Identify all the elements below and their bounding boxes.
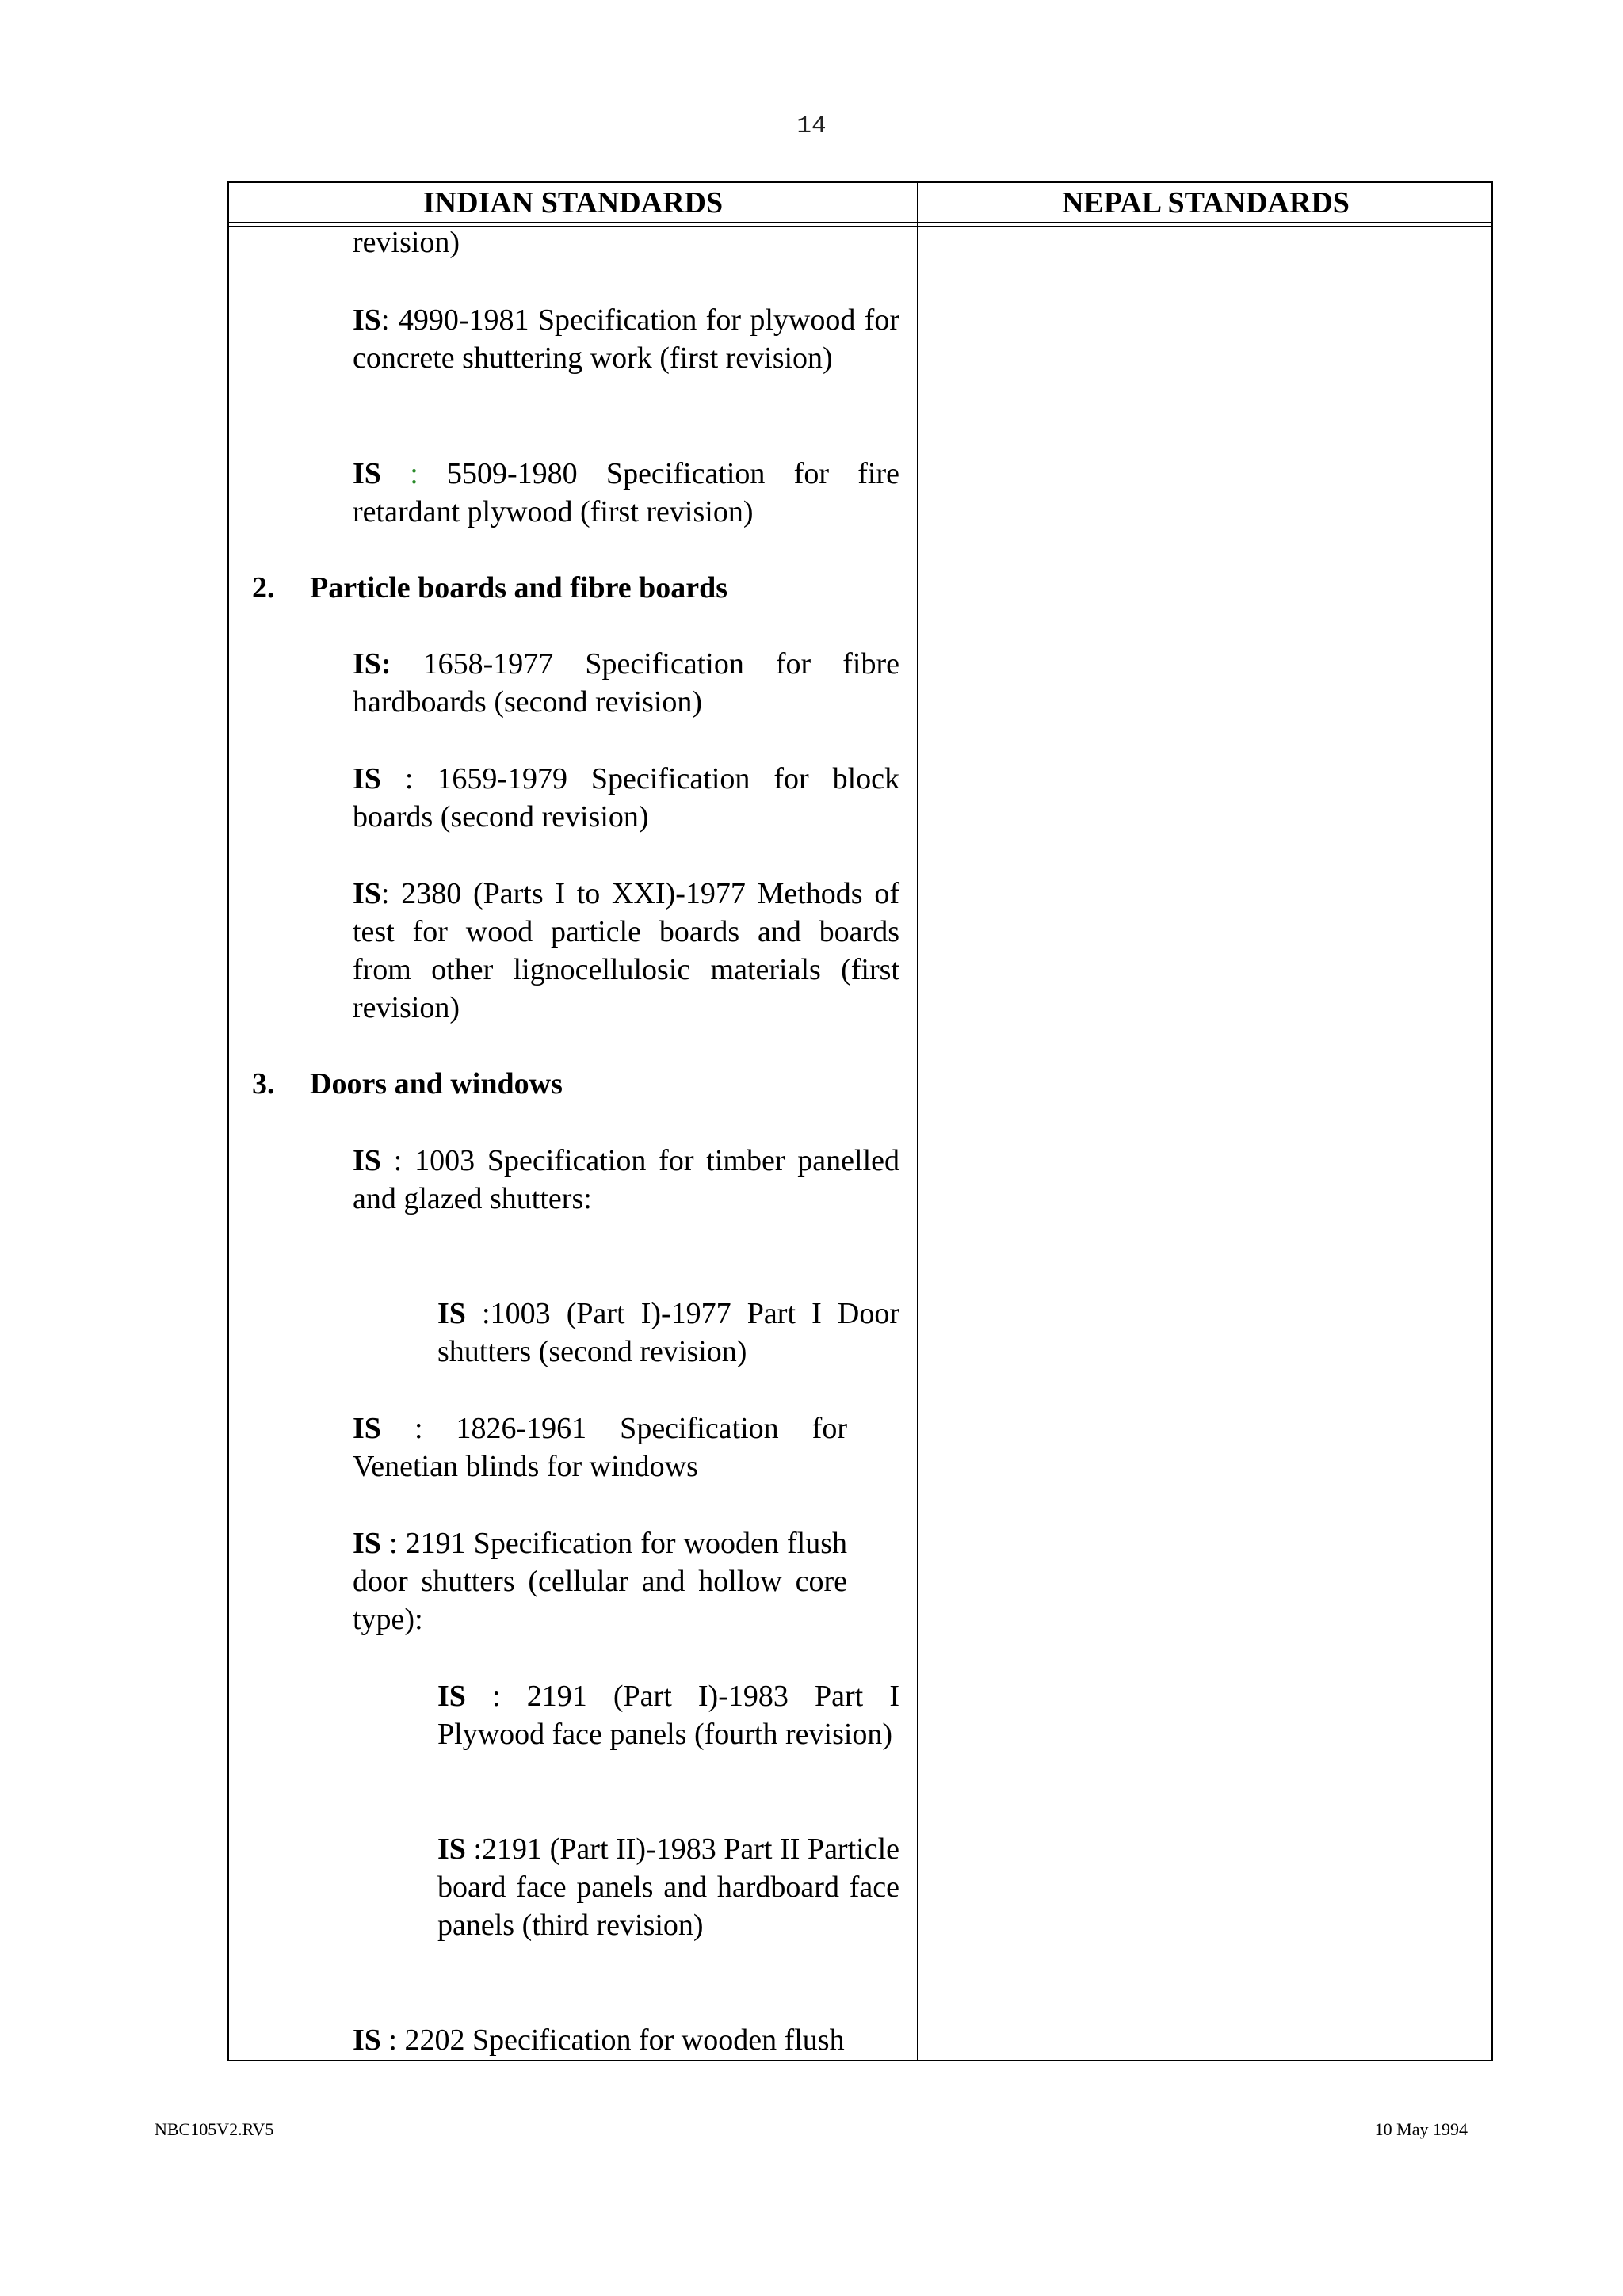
standard-code: IS <box>353 1144 381 1177</box>
standard-entry <box>353 2021 899 2059</box>
column-header-indian-standards: INDIAN STANDARDS <box>422 186 724 219</box>
standard-sub-entry <box>437 1677 899 1753</box>
standard-description: : 2380 (Parts I to XXI)-1977 Methods of test for wood particle boards and boards from other lignocellulosic materials (first revision) <box>353 877 899 1024</box>
standard-description: : 1003 Specification for timber panelled and glazed shutters: <box>353 1144 899 1215</box>
standard-code: IS: <box>353 647 391 681</box>
standard-code: IS <box>437 1680 466 1713</box>
standard-description: : 2191 (Part I)-1983 Part I Plywood face panels (fourth revision) <box>437 1680 899 1751</box>
standard-entry <box>353 1409 847 1486</box>
continued-text: revision) <box>353 226 460 259</box>
page-number: 14 <box>796 113 827 140</box>
standard-entry <box>353 301 899 377</box>
standard-entry <box>353 455 899 531</box>
standard-description: 5509-1980 Specification for fire retardant plywood (first revision) <box>353 457 899 528</box>
standard-entry <box>353 1142 899 1218</box>
standard-sub-entry <box>437 1830 899 1944</box>
standard-description: 1658-1977 Specification for fibre hardboards (second revision) <box>353 647 899 719</box>
standard-description: :1003 (Part I)-1977 Part I Door shutters (second revision) <box>437 1297 899 1368</box>
document-id: NBC105V2.RV5 <box>155 2119 274 2139</box>
section-title: Particle boards and fibre boards <box>310 571 728 605</box>
standard-description: : 2202 Specification for wooden flush <box>380 2023 845 2057</box>
column-header-nepal-standards: NEPAL STANDARDS <box>1062 186 1350 219</box>
standard-entry <box>353 645 899 721</box>
column-divider <box>917 183 918 2060</box>
standard-code: IS <box>437 1833 466 1866</box>
standard-code: IS <box>353 762 381 795</box>
standard-description: : 2191 Specification for wooden flush door shutters (cellular and hollow core type): <box>353 1527 847 1636</box>
standard-code: IS <box>353 457 381 490</box>
standard-description: :2191 (Part II)-1983 Part II Particle board face panels and hardboard face panels (third revision) <box>437 1833 899 1942</box>
standard-entry <box>353 1524 847 1638</box>
standard-entry <box>353 875 899 1027</box>
document-date: 10 May 1994 <box>1374 2119 1468 2139</box>
standard-entry <box>353 760 899 836</box>
standard-colon: : <box>410 457 418 490</box>
section-heading-2 <box>252 569 902 607</box>
standard-description: : 1659-1979 Specification for block boards (second revision) <box>353 762 899 833</box>
section-number: 2. <box>252 571 275 605</box>
standard-code: IS <box>353 303 381 337</box>
section-title: Doors and windows <box>310 1067 563 1100</box>
standard-code: IS <box>437 1297 466 1330</box>
standard-description: : 1826-1961 Specification for Venetian blinds for windows <box>353 1412 847 1483</box>
standard-description: : 4990-1981 Specification for plywood for concrete shuttering work (first revision) <box>353 303 899 375</box>
section-heading-3 <box>252 1065 902 1103</box>
section-number: 3. <box>252 1067 275 1100</box>
standard-code: IS <box>353 877 381 910</box>
standard-sub-entry <box>437 1295 899 1371</box>
standard-code: IS <box>353 2023 381 2057</box>
standard-code: IS <box>353 1412 381 1445</box>
standard-code: IS <box>353 1527 381 1560</box>
